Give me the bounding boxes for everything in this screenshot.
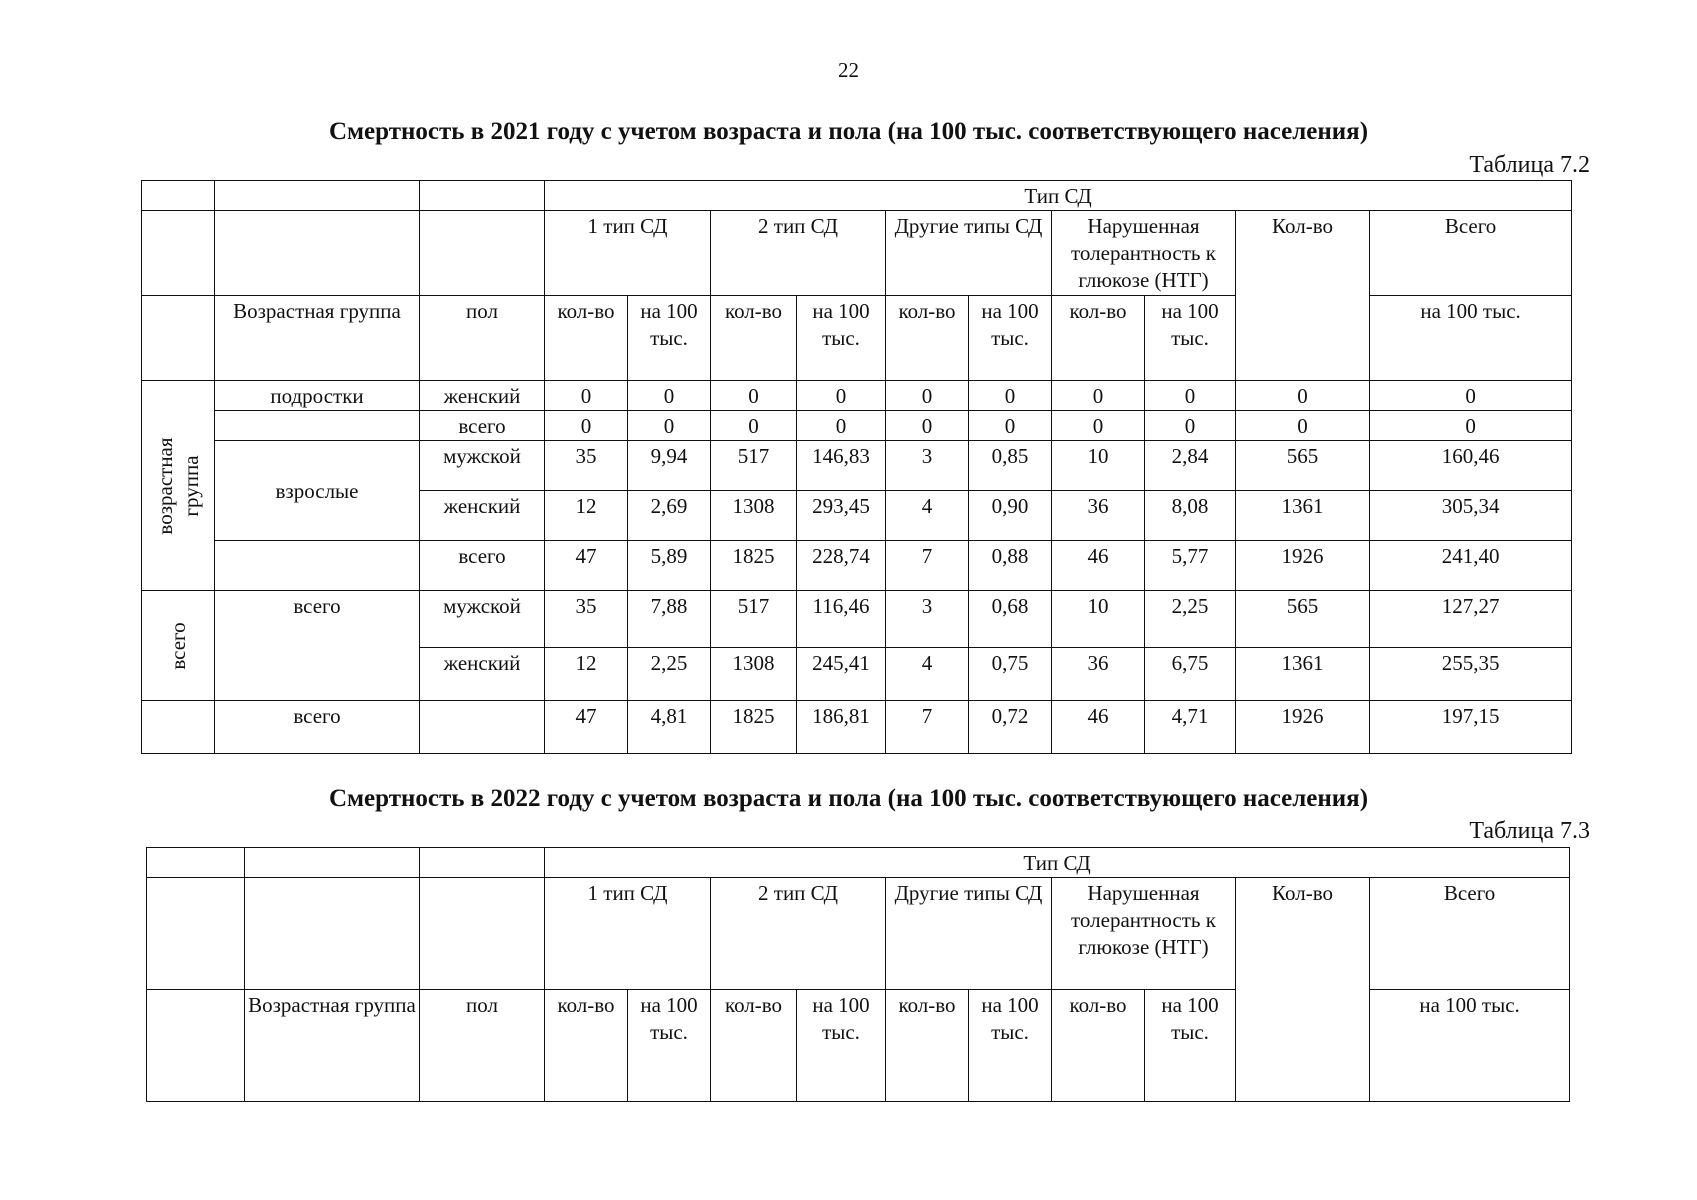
row-group xyxy=(215,411,420,441)
page-number: 22 xyxy=(838,58,859,82)
group-header-count: Кол-во xyxy=(1236,878,1370,1102)
group-header-total: Всего xyxy=(1370,211,1572,296)
group-header-total: Всего xyxy=(1370,878,1570,990)
sub-header: кол-во xyxy=(545,296,628,381)
blank-cell xyxy=(420,848,545,878)
blank-cell xyxy=(215,181,420,211)
sub-header: на 100 тыс. xyxy=(969,990,1052,1102)
cell: 245,41 xyxy=(797,648,886,701)
sub-header: на 100 тыс. xyxy=(797,296,886,381)
total-per100-header: на 100 тыс. xyxy=(1370,990,1570,1102)
sub-header: кол-во xyxy=(1052,990,1145,1102)
blank-cell xyxy=(142,296,215,381)
table-row xyxy=(142,411,1572,441)
cell: 0 xyxy=(797,381,886,411)
cell: 0 xyxy=(711,411,797,441)
cell: 186,81 xyxy=(797,701,886,754)
table-row xyxy=(142,541,1572,591)
cell: 4,81 xyxy=(628,701,711,754)
cell: 5,89 xyxy=(628,541,711,591)
group-header-other: Другие типы СД xyxy=(886,878,1052,990)
cell: 0,85 xyxy=(969,441,1052,491)
blank-cell xyxy=(245,878,420,990)
cell: 2,84 xyxy=(1145,441,1236,491)
cell: 0 xyxy=(969,381,1052,411)
cell: 9,94 xyxy=(628,441,711,491)
age-group-vertical-label: возрастная группа xyxy=(142,381,215,591)
cell: 10 xyxy=(1052,441,1145,491)
cell: 305,34 xyxy=(1370,491,1572,541)
table-row xyxy=(142,381,1572,411)
cell: 0,88 xyxy=(969,541,1052,591)
table-7-2 xyxy=(141,180,1572,754)
type-sd-header: Тип СД xyxy=(545,848,1570,878)
sub-header: на 100 тыс. xyxy=(1145,296,1236,381)
cell: 197,15 xyxy=(1370,701,1572,754)
cell: 0 xyxy=(545,411,628,441)
cell: 0 xyxy=(1145,381,1236,411)
group-header-type2: 2 тип СД xyxy=(711,211,886,296)
cell: 47 xyxy=(545,541,628,591)
group-header-type1: 1 тип СД xyxy=(545,211,711,296)
row-group xyxy=(215,541,420,591)
cell: 5,77 xyxy=(1145,541,1236,591)
cell: 1361 xyxy=(1236,491,1370,541)
row-sex: женский xyxy=(420,381,545,411)
cell: 35 xyxy=(545,441,628,491)
sub-header: на 100 тыс. xyxy=(628,296,711,381)
group-header-type2: 2 тип СД xyxy=(711,878,886,990)
cell: 35 xyxy=(545,591,628,648)
blank-cell xyxy=(215,211,420,296)
row-sex: всего xyxy=(420,411,545,441)
cell: 2,69 xyxy=(628,491,711,541)
cell: 4,71 xyxy=(1145,701,1236,754)
table-row xyxy=(142,441,1572,491)
group-header-other: Другие типы СД xyxy=(886,211,1052,296)
cell: 1308 xyxy=(711,648,797,701)
group-header-ntg: Нарушенная толерантность к глюкозе (НТГ) xyxy=(1052,211,1236,296)
cell: 2,25 xyxy=(628,648,711,701)
row-sex: мужской xyxy=(420,441,545,491)
cell: 1308 xyxy=(711,491,797,541)
header-row-1 xyxy=(147,848,1570,878)
group-header-type1: 1 тип СД xyxy=(545,878,711,990)
cell: 10 xyxy=(1052,591,1145,648)
sub-header: кол-во xyxy=(886,990,969,1102)
blank-cell xyxy=(420,211,545,296)
cell: 4 xyxy=(886,648,969,701)
cell: 47 xyxy=(545,701,628,754)
table-7-3-title: Смертность в 2022 году с учетом возраста и пола (на 100 тыс. соответствующего населения) xyxy=(328,785,1369,812)
header-row-1 xyxy=(142,181,1572,211)
cell: 1926 xyxy=(1236,701,1370,754)
cell: 7,88 xyxy=(628,591,711,648)
row-group: всего xyxy=(215,701,420,754)
group-header-ntg: Нарушенная толерантность к глюкозе (НТГ) xyxy=(1052,878,1236,990)
table-row xyxy=(142,701,1572,754)
cell: 0 xyxy=(1236,411,1370,441)
blank-cell xyxy=(142,181,215,211)
row-sex: женский xyxy=(420,491,545,541)
table-7-2-caption: Таблица 7.2 xyxy=(1469,152,1590,178)
cell: 0 xyxy=(1370,381,1572,411)
cell: 1825 xyxy=(711,541,797,591)
cell: 517 xyxy=(711,591,797,648)
cell: 0 xyxy=(628,381,711,411)
row-sex xyxy=(420,701,545,754)
cell: 293,45 xyxy=(797,491,886,541)
blank-cell xyxy=(142,211,215,296)
table-7-2-title: Смертность в 2021 году с учетом возраста и пола (на 100 тыс. соответствующего населения) xyxy=(328,118,1369,145)
group-header-count: Кол-во xyxy=(1236,211,1370,381)
row-group: взрослые xyxy=(215,441,420,541)
cell: 0 xyxy=(886,411,969,441)
cell: 6,75 xyxy=(1145,648,1236,701)
blank-cell xyxy=(142,701,215,754)
cell: 0 xyxy=(1145,411,1236,441)
cell: 7 xyxy=(886,541,969,591)
all-vertical-label: всего xyxy=(142,591,215,701)
cell: 160,46 xyxy=(1370,441,1572,491)
row-sex: всего xyxy=(420,541,545,591)
cell: 0 xyxy=(545,381,628,411)
cell: 0 xyxy=(886,381,969,411)
cell: 0 xyxy=(1236,381,1370,411)
total-per100-header: на 100 тыс. xyxy=(1370,296,1572,381)
cell: 517 xyxy=(711,441,797,491)
row-group: всего xyxy=(215,591,420,701)
cell: 0 xyxy=(1052,411,1145,441)
cell: 0 xyxy=(1370,411,1572,441)
cell: 0 xyxy=(797,411,886,441)
cell: 4 xyxy=(886,491,969,541)
cell: 7 xyxy=(886,701,969,754)
cell: 0,68 xyxy=(969,591,1052,648)
sub-header: на 100 тыс. xyxy=(628,990,711,1102)
cell: 0 xyxy=(628,411,711,441)
sub-header: кол-во xyxy=(545,990,628,1102)
age-group-header: Возрастная группа xyxy=(245,990,420,1102)
blank-cell xyxy=(245,848,420,878)
cell: 36 xyxy=(1052,491,1145,541)
cell: 0,72 xyxy=(969,701,1052,754)
row-sex: женский xyxy=(420,648,545,701)
row-sex: мужской xyxy=(420,591,545,648)
sub-header: кол-во xyxy=(711,990,797,1102)
cell: 3 xyxy=(886,591,969,648)
sub-header: на 100 тыс. xyxy=(1145,990,1236,1102)
blank-cell xyxy=(147,990,245,1102)
blank-cell xyxy=(147,878,245,990)
cell: 127,27 xyxy=(1370,591,1572,648)
cell: 565 xyxy=(1236,441,1370,491)
cell: 36 xyxy=(1052,648,1145,701)
sub-header: кол-во xyxy=(1052,296,1145,381)
cell: 116,46 xyxy=(797,591,886,648)
cell: 146,83 xyxy=(797,441,886,491)
cell: 0,75 xyxy=(969,648,1052,701)
cell: 1926 xyxy=(1236,541,1370,591)
table-7-3-caption: Таблица 7.3 xyxy=(1469,818,1590,844)
cell: 3 xyxy=(886,441,969,491)
sex-header: пол xyxy=(420,990,545,1102)
sub-header: кол-во xyxy=(886,296,969,381)
cell: 255,35 xyxy=(1370,648,1572,701)
cell: 0 xyxy=(1052,381,1145,411)
row-group: подростки xyxy=(215,381,420,411)
header-row-2 xyxy=(147,878,1570,990)
header-row-2 xyxy=(142,211,1572,296)
cell: 2,25 xyxy=(1145,591,1236,648)
sex-header: пол xyxy=(420,296,545,381)
cell: 228,74 xyxy=(797,541,886,591)
cell: 0 xyxy=(969,411,1052,441)
cell: 12 xyxy=(545,491,628,541)
cell: 0,90 xyxy=(969,491,1052,541)
age-group-header: Возрастная группа xyxy=(215,296,420,381)
cell: 241,40 xyxy=(1370,541,1572,591)
cell: 1361 xyxy=(1236,648,1370,701)
table-7-3 xyxy=(146,847,1570,1102)
table-row xyxy=(142,591,1572,648)
cell: 565 xyxy=(1236,591,1370,648)
cell: 1825 xyxy=(711,701,797,754)
blank-cell xyxy=(420,181,545,211)
cell: 12 xyxy=(545,648,628,701)
cell: 46 xyxy=(1052,541,1145,591)
sub-header: на 100 тыс. xyxy=(797,990,886,1102)
cell: 46 xyxy=(1052,701,1145,754)
sub-header: кол-во xyxy=(711,296,797,381)
cell: 0 xyxy=(711,381,797,411)
sub-header: на 100 тыс. xyxy=(969,296,1052,381)
blank-cell xyxy=(420,878,545,990)
blank-cell xyxy=(147,848,245,878)
cell: 8,08 xyxy=(1145,491,1236,541)
type-sd-header: Тип СД xyxy=(545,181,1572,211)
